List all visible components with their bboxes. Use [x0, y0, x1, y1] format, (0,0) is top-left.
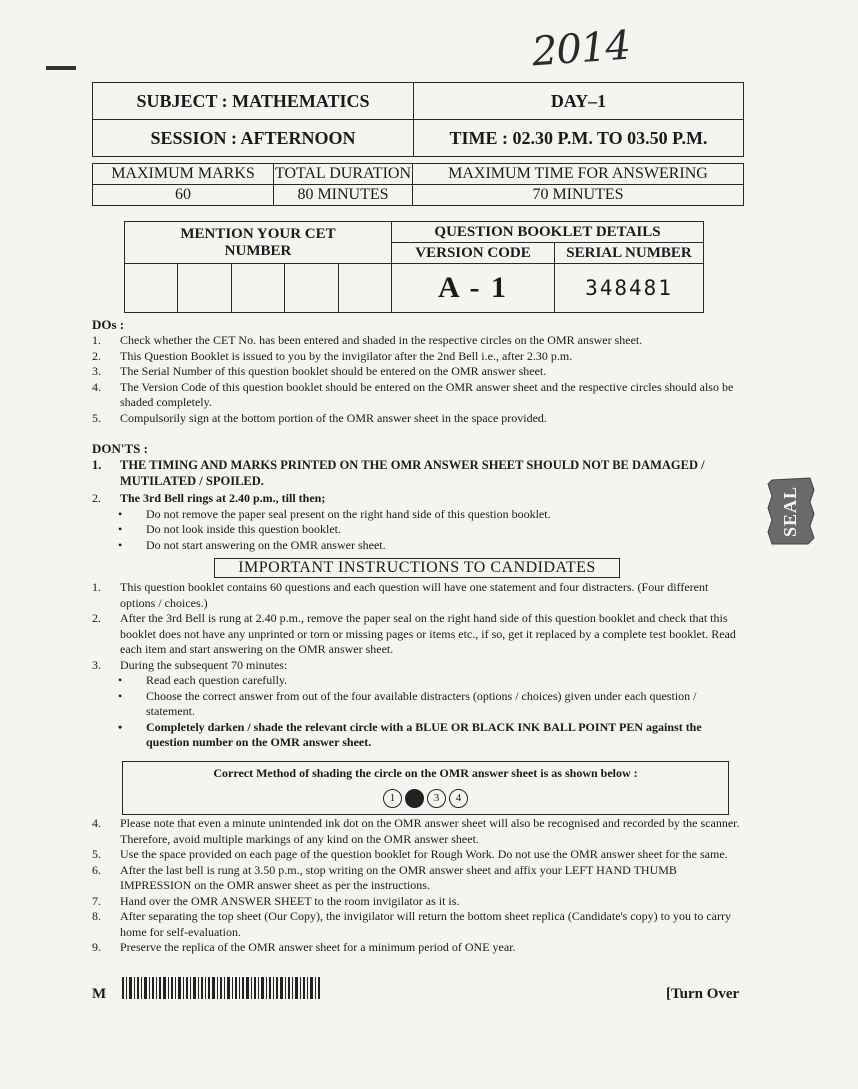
cet-digit-box[interactable] — [338, 264, 391, 313]
list-item: 1. THE TIMING AND MARKS PRINTED ON THE OMR ANSWER SHEET SHOULD NOT BE DAMAGED / MUTILATED / SPOILED. — [92, 458, 705, 488]
dos-title: DOs : — [92, 317, 125, 332]
booklet-details-header: QUESTION BOOKLET DETAILS — [392, 222, 704, 243]
list-item: • Do not look inside this question booklet. — [118, 522, 742, 538]
cet-digit-box[interactable] — [178, 264, 231, 313]
omr-circle-2-filled — [405, 789, 424, 808]
cet-digit-box[interactable] — [231, 264, 284, 313]
list-item: 3. During the subsequent 70 minutes: • Read each question carefully. • Choose the correct answer from out of the four available distracters (options / choices) given under each question / statement. • Completely darken / shade the relevant circle with a BLUE OR BLACK INK BALL POINT PEN against the question number on the OMR answer sheet. — [92, 658, 742, 751]
dos-list — [92, 333, 742, 426]
serial-number-header: SERIAL NUMBER — [555, 243, 704, 264]
session-cell: SESSION : AFTERNOON — [93, 120, 414, 157]
important-instructions-title: IMPORTANT INSTRUCTIONS TO CANDIDATES — [214, 558, 620, 578]
omr-circle-3: 3 — [427, 789, 446, 808]
version-code-header: VERSION CODE — [392, 243, 555, 264]
list-item: • Do not start answering on the OMR answer sheet. — [118, 538, 742, 554]
subject-table — [92, 82, 744, 157]
list-item: 1. This question booklet contains 60 questions and each question will have one statement and four distracters. (Four different options / choices.) — [92, 580, 709, 610]
total-duration-value: 80 MINUTES — [274, 185, 413, 206]
serial-number-value: 348481 — [555, 264, 704, 313]
paper-seal[interactable] — [766, 476, 816, 546]
list-item: 7. Hand over the OMR ANSWER SHEET to the room invigilator as it is. — [92, 893, 460, 908]
cet-digit-box[interactable] — [125, 264, 178, 313]
list-item: • Read each question carefully. — [118, 673, 742, 689]
turn-over-label: [Turn Over — [666, 986, 740, 1002]
list-item: 3. The Serial Number of this question booklet should be entered on the OMR answer sheet. — [92, 364, 547, 378]
list-item: 4. The Version Code of this question booklet should be entered on the OMR answer sheet and the respective circles should also be shaded completely. — [92, 379, 734, 409]
shading-caption: Correct Method of shading the circle on the OMR answer sheet is as shown below : — [213, 766, 638, 780]
max-time-header: MAXIMUM TIME FOR ANSWERING — [413, 164, 744, 185]
donts-list — [92, 458, 742, 553]
list-item: • Choose the correct answer from out of the four available distracters (options / choices) given under each question / statement. — [118, 689, 742, 720]
max-time-value: 70 MINUTES — [413, 185, 744, 206]
max-marks-header: MAXIMUM MARKS — [93, 164, 274, 185]
instructions-list-b — [92, 816, 742, 956]
time-cell: TIME : 02.30 P.M. TO 03.50 P.M. — [414, 120, 744, 157]
version-code-value: A - 1 — [392, 264, 555, 313]
cet-digit-box[interactable] — [285, 264, 338, 313]
shading-example-box — [122, 761, 729, 815]
cet-table — [124, 221, 704, 313]
seal-label: SEAL — [780, 485, 801, 537]
day-cell: DAY–1 — [414, 83, 744, 120]
edge-mark — [46, 66, 76, 70]
max-marks-value: 60 — [93, 185, 274, 206]
list-item: 2. The 3rd Bell rings at 2.40 p.m., till then; • Do not remove the paper seal present on the right hand side of this question booklet. • Do not look inside this question booklet. • Do not start answering on the OMR answer sheet. — [92, 491, 742, 553]
omr-circle-1: 1 — [383, 789, 402, 808]
subject-cell: SUBJECT : MATHEMATICS — [93, 83, 414, 120]
donts-title: DON'TS : — [92, 441, 148, 456]
list-item: 5. Compulsorily sign at the bottom portion of the OMR answer sheet in the space provided. — [92, 410, 547, 425]
list-item: 4. Please note that even a minute unintended ink dot on the OMR answer sheet will also be recognised and recorded by the scanner. Therefore, avoid multiple markings of any kind on the OMR answer sheet. — [92, 816, 740, 846]
donts-sublist — [118, 507, 742, 554]
instructions-list-a — [92, 580, 742, 751]
list-item: 2. After the 3rd Bell is rung at 2.40 p.m., remove the paper seal on the right hand side of this question booklet and check that this booklet does not have any unprinted or torn or missing pages or items etc., if so, get it replaced by a complete test booklet. Read each item and start answering on the OMR answer sheet. — [92, 611, 736, 656]
list-item: • Completely darken / shade the relevant circle with a BLUE OR BLACK INK BALL POINT PEN against the question number on the OMR answer sheet. — [118, 720, 742, 751]
list-item: 6. After the last bell is rung at 3.50 p.m., stop writing on the OMR answer sheet and affix your LEFT HAND THUMB IMPRESSION on the OMR answer sheet as per the instructions. — [92, 862, 677, 892]
booklet-code: M — [92, 986, 107, 1002]
list-item: 9. Preserve the replica of the OMR answer sheet for a minimum period of ONE year. — [92, 940, 516, 954]
shading-circles — [123, 789, 728, 808]
handwritten-year: 2014 — [530, 22, 632, 76]
barcode-icon — [122, 977, 322, 999]
omr-circle-4: 4 — [449, 789, 468, 808]
mention-cet-header: MENTION YOUR CET NUMBER — [125, 222, 392, 264]
marks-table — [92, 163, 744, 206]
instructions-sublist — [118, 673, 742, 751]
list-item: 8. After separating the top sheet (Our Copy), the invigilator will return the bottom sheet replica (Candidate's copy) to you to carry home for self-evaluation. — [92, 909, 731, 939]
list-item: • Do not remove the paper seal present on the right hand side of this question booklet. — [118, 507, 742, 523]
list-item: 5. Use the space provided on each page of the question booklet for Rough Work. Do not use the OMR answer sheet for the same. — [92, 847, 728, 861]
list-item: 2. This Question Booklet is issued to you by the invigilator after the 2nd Bell i.e., after 2.30 p.m. — [92, 348, 573, 363]
total-duration-header: TOTAL DURATION — [274, 164, 413, 185]
list-item: 1. Check whether the CET No. has been entered and shaded in the respective circles on the OMR answer sheet. — [92, 333, 643, 347]
